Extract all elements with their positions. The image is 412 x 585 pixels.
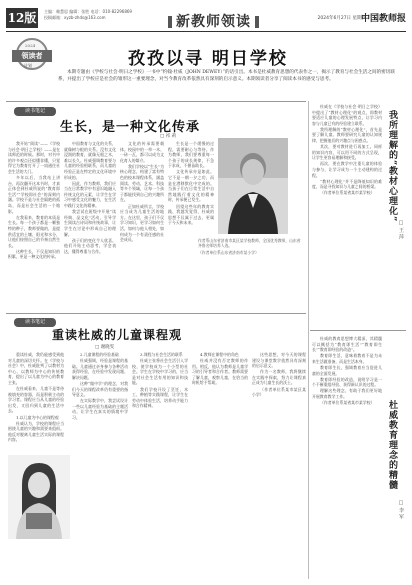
author-photo xyxy=(218,138,288,234)
article2-column xyxy=(192,352,248,578)
paragraph: 我所理解的“教材心理化”，首先是要了解儿童。教师要研究儿童的认知规律，把握他们的兴趣点与困惑点。 xyxy=(312,126,382,144)
paragraph: 理解这些理念，有助于我们更好地开展教育教学工作。 xyxy=(312,388,382,399)
issue-date: 2024年6月27日 星期四 xyxy=(317,16,366,21)
caption-note: （作者单位系山东省济南市某小学） xyxy=(198,250,259,256)
paragraph: （作者单位系某省某市某学校） xyxy=(320,400,375,406)
article2-byline: □ 谢晓雯 xyxy=(95,345,115,350)
article1-byline: □ 祁 莉 xyxy=(160,134,177,139)
article2-column xyxy=(252,352,306,578)
page-number: 12版 xyxy=(6,8,38,28)
paragraph: 文化传承亦是如此。它不是一朝一夕之功，而是在潜移默化中完成的。当孩子们在日常生活中自然地践行着文化的精神时，传承便已发生。 xyxy=(168,169,214,203)
title-line: 精髓 xyxy=(387,470,397,490)
paragraph: 孩子们的变化令人欣喜。他们开始主动思考，学会表达，懂得尊重与合作。 xyxy=(64,237,116,254)
author-photo xyxy=(8,455,70,539)
paragraph: 回望这些年的教育实践，我越发觉得，杜威的思想不仅属于过去，更属于今天和未来。 xyxy=(168,203,214,226)
section-tag: 读书笔记 xyxy=(14,318,56,327)
paragraph: （作者单位系某市某区某小学） xyxy=(252,386,306,398)
article2-column xyxy=(8,352,64,452)
editor-line: 投稿邮箱：xyzb-zhds@163.com xyxy=(44,14,106,20)
paragraph: 作为一名教师，我将继续在实践中探索，努力让课程真正成为儿童生长的沃土。 xyxy=(252,369,306,386)
paragraph: 1.以儿童为中心的课程观 xyxy=(16,414,59,420)
paragraph: 再次，要在教学中注重儿童的体验与参与，让学习成为一个主动建构的过程。 xyxy=(312,161,382,178)
paragraph: 杜威主张将社会生活引入学校，使学校成为一个小型的社会。学生在学校中学习的，应当是对社会生活有用的知识和技能。 xyxy=(132,358,188,386)
paragraph: 文化的传承需要载体。校园中的一草一木、一砖一瓦，都可以成为文化育人的媒介。 xyxy=(120,141,164,163)
title-deco xyxy=(168,16,172,28)
divider xyxy=(310,330,406,331)
editor-info xyxy=(44,9,132,20)
caption-text: 作者系山东省济南市某区某学校教师，全国优秀教师，山东省齐鲁名师培养人选。 xyxy=(198,238,301,249)
paragraph: 3.课程与社会生活的联系 xyxy=(140,352,183,357)
title-line: “教材心理化” xyxy=(387,160,397,223)
paragraph: 在杜威看来，儿童不是等待被填充的容器，而是积极主动的学习者。课程应当从儿童的经验出发，又回归到儿童的生活中去。 xyxy=(8,386,64,414)
paragraph: 教育即生活，意味着教育不是为未来生活做准备，而是生活本身。 xyxy=(312,353,382,364)
intro-paragraph: 本期专题由《学校与社会·明日之学校》一书中“约翰·杜威（JOHN DEWEY）”的话引出。本书是杜威教育思想的代表作之一，揭示了教育与社会生活之间的密切联系，并提出了学校应是社会的雏形这一重要理念，对当今教育改革依然具有深刻的启示意义。本期领读者分享了阅读本书的感受与思考。 xyxy=(58,70,395,82)
article1-column xyxy=(168,141,214,315)
paragraph: 其次，要对教材进行再加工。同样的知识内容，可以用不同的方式呈现，让学生更容易理解和接受。 xyxy=(312,144,382,161)
article1-column xyxy=(120,141,164,315)
newspaper-name: 中国教师报 xyxy=(360,14,406,24)
title-deco xyxy=(255,16,259,28)
paragraph: 正如杜威所言，学校应当成为儿童生活的地方。在这里，孩子们不仅学习知识，更学习如何生活，如何与他人相处，如何成为一个有责任感的社会成员。 xyxy=(120,203,164,243)
paragraph: 在实际教学中，我尝试设计一些以儿童经验为基础的主题活动，让学生在真实的情境中学习。 xyxy=(72,398,128,421)
article2-column xyxy=(72,352,128,578)
paragraph: 教育即生长，强调教育应当促进儿童的全面发展。 xyxy=(312,364,382,376)
paragraph: 我尝试在班级中开展“读经典、品文化”活动，引导学生阅读古诗词和传统故事，让学生在讨论中形成自己的理解。 xyxy=(64,209,116,237)
editor-line: 主编：赖慧思 编辑：张胜 电话：010-82296869 xyxy=(44,9,132,14)
paragraph: 教育即经验的改造，说明学习是一个不断重组经验、获得新认识的过程。 xyxy=(312,376,382,388)
title-line: 我所理解的 xyxy=(387,110,397,160)
column-divider xyxy=(308,101,309,579)
paragraph: 杜威在《学校与社会·明日之学校》中提出了“教材心理化”的观点，即教材要适应儿童的心理发展特点，让学习内容与儿童已有的经验建立联系。 xyxy=(312,104,382,126)
article1-column xyxy=(8,141,60,315)
sidebar2-body xyxy=(312,336,382,576)
article2-column xyxy=(132,352,188,578)
divider xyxy=(6,101,306,102)
paragraph: 我开始“阅读”——《学校与社会·明日之学校》——是在读师范的时候。那时，对书中的许多观点还似懂非懂，只觉得它为教育打开了一扇通往社会生活的大门。 xyxy=(8,141,60,174)
column-title-text: 新教师领读 xyxy=(176,14,251,30)
paragraph: 杜威的教育思想博大精深，其精髓可以概括为“教育即生活”“教育即生长”“教育即经验的改造”。 xyxy=(312,336,382,353)
divider xyxy=(6,313,306,314)
paragraph: 杜威强调，经验是课程的基础。儿童通过亲身参与各种活动获得经验，在经验中发现问题、解决问题。 xyxy=(72,358,128,380)
sidebar1-body xyxy=(312,104,382,326)
paragraph: 这种生长，不仅是知识的积累，更是一种文化的传承。 xyxy=(8,248,60,260)
paragraph: 在我看来，教育的本质是生长。每一个孩子都是一颗独特的种子，教师要做的，是提供适宜的土壤、阳光和水分，让他们按照自己的节奏自然生长。 xyxy=(8,214,60,248)
paragraph: “教材心理化”并不是降低知识的难度，而是寻找知识与儿童之间的桥梁。 xyxy=(312,178,382,190)
paragraph: 因此，作为教师，我们应当在日常教学中有意识地融入传统文化的元素，让学生在学习中感受文化的魅力，在生活中践行文化的精神。 xyxy=(64,180,116,209)
paragraph: 重读杜威，我仍能感受到他对儿童的深切关怀。在《学校与社会》中，杜威批判了以教材为中心、以教师为中心的传统教育，提出了以儿童为中心的教育主张。 xyxy=(8,352,64,385)
author-photo-graphic xyxy=(218,138,288,234)
author-photo-graphic xyxy=(8,455,70,539)
article1-column xyxy=(64,141,116,315)
article2-title: 重读杜威的儿童课程观 xyxy=(52,328,183,342)
paragraph: 杜威认为，学校的课程应当围绕儿童的兴趣和需要来组织。他反对脱离儿童生活实际的课程内容。 xyxy=(8,420,64,443)
section-tag: 读书笔记 xyxy=(14,107,56,116)
column-title xyxy=(164,11,263,31)
logo-sub: 计划 xyxy=(24,63,32,68)
logo-text: 领读者 xyxy=(12,50,52,62)
paragraph: 这些思想，对今天的课程建设与课堂教学依然具有深刻的启示意义。 xyxy=(252,352,306,369)
paragraph: 我们学校以“生长”为核心理念，构建了富有特色的校本课程体系，涵盖阅读、劳动、艺术、科技等多个领域，让每一个孩子都能找到自己的兴趣所在。 xyxy=(120,163,164,203)
paragraph: 中国教育与文化的关系，就像树与根的关系。没有文化浸润的教育，就像无根之木，难以长久。杜威强调教育要与儿童的经验相联系，而儿童的经验正是在特定的文化环境中形成的。 xyxy=(64,141,116,180)
logo-year: 2024 xyxy=(25,43,36,48)
article1-caption xyxy=(198,238,304,256)
main-title: 孜孜以寻 明日学校 xyxy=(128,49,288,69)
title-line: 杜威教育理念的 xyxy=(387,400,397,470)
paragraph: 这种“做中学”的理念，对我们今天的课程改革仍有重要的指导意义。 xyxy=(72,380,128,398)
sidebar2-byline: □ 李 军 xyxy=(398,500,404,520)
page-header xyxy=(6,6,406,32)
paragraph: 多年以后，当我站上讲台，再次翻开这本书时，才真正体会到杜威所说的“教育即生活”“学校即社会”的深刻内涵。学校不是与社会隔绝的孤岛，而是社会生活的一个缩影。 xyxy=(8,175,60,214)
sidebar1-byline: □ 王 萍 xyxy=(398,220,404,240)
paragraph: 生长是一个缓慢的过程，需要耐心与等待。作为教师，我们要尊重每一个孩子的成长规律，不急于求成，不揠苗助长。 xyxy=(168,141,214,169)
article1-title: 生长，是一种文化传承 xyxy=(60,120,201,135)
paragraph: 我们学校开设了烹饪、木工、种植等实践课程，让学生在劳动中体验生活，培养动手能力和合作精神。 xyxy=(132,386,188,409)
paragraph: （作者单位系某省某市某学校） xyxy=(320,190,375,196)
reader-logo xyxy=(12,38,52,72)
paragraph: 2.儿童课程的经验基础 xyxy=(80,352,119,357)
paragraph: 杜威并没有否定教师的作用。相反，他认为教师是儿童学习的引导者和合作者。教师需要了解儿童，观察儿童，在恰当的时机给予帮助。 xyxy=(192,358,248,386)
paragraph: 4.教师在课程中的角色 xyxy=(200,352,239,357)
